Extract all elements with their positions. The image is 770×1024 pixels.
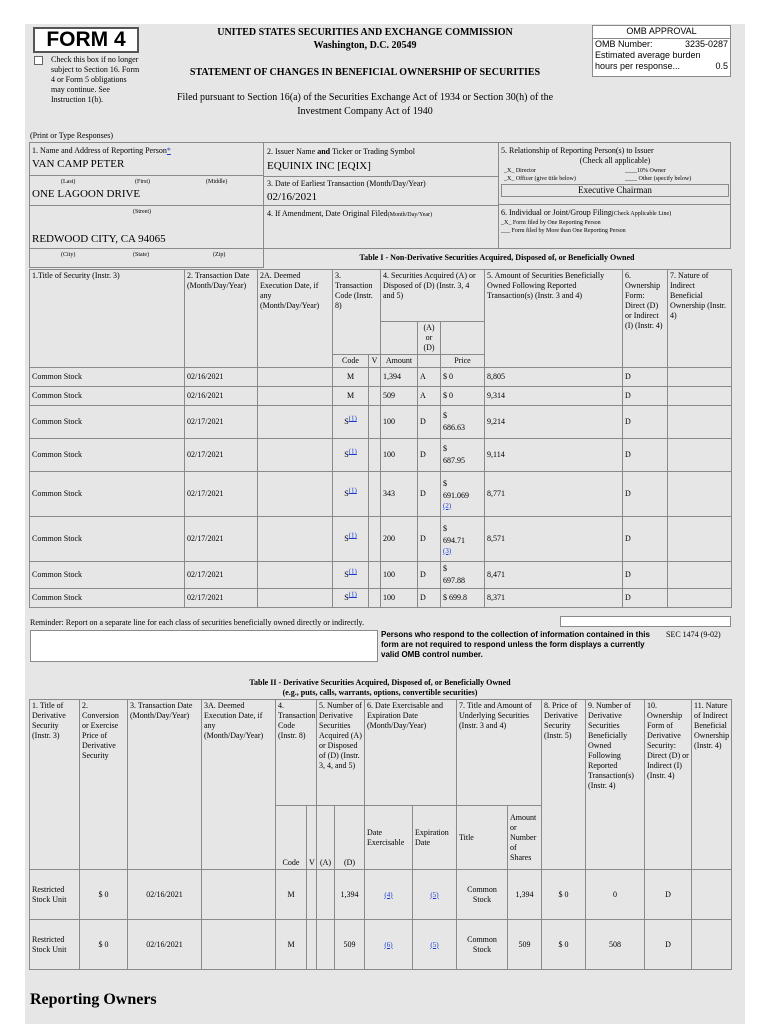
deemed-date xyxy=(202,870,276,920)
t2-header-form: 10. Ownership Form of Derivative Security: Direct (D) or Indirect (I) (Instr. 4) xyxy=(645,700,692,870)
t1-subheader-price: Price xyxy=(441,355,485,368)
table-row xyxy=(30,387,732,406)
omb-approval-title: OMB APPROVAL xyxy=(593,26,730,39)
nature-of-ownership xyxy=(668,387,732,406)
t2-header-date: 3. Transaction Date (Month/Day/Year) xyxy=(128,700,202,870)
table-row xyxy=(30,562,732,589)
first-label: (First) xyxy=(135,179,150,185)
table1-title: Table I - Non-Derivative Securities Acquired, Disposed of, or Beneficially Owned xyxy=(359,253,635,262)
table2-title: Table II - Derivative Securities Acquired, Disposed of, or Beneficially Owned xyxy=(249,678,511,687)
security-title: Common Stock xyxy=(30,562,185,589)
relationship-ten-pct: ____10% Owner xyxy=(625,168,666,174)
v-cell xyxy=(307,920,317,970)
conversion-price: $ 0 xyxy=(80,870,128,920)
transaction-date: 02/16/2021 xyxy=(128,870,202,920)
security-title: Common Stock xyxy=(30,406,185,439)
amount: 100 xyxy=(381,439,418,472)
no-longer-subject-checkbox[interactable] xyxy=(34,56,43,65)
t2-header-conversion: 2. Conversion or Exercise Price of Derivative Security xyxy=(80,700,128,870)
transaction-code: S xyxy=(344,489,349,498)
transaction-code-cell xyxy=(333,589,369,608)
reporting-person-street: ONE LAGOON DRIVE xyxy=(32,188,141,200)
t1-header-code: 3. Transaction Code (Instr. 8) xyxy=(333,270,381,355)
sec-number: SEC 1474 (9-02) xyxy=(666,630,721,639)
middle-label: (Middle) xyxy=(206,179,228,185)
reminder-field xyxy=(560,616,731,627)
print-or-type: (Print or Type Responses) xyxy=(30,131,114,140)
amount: 100 xyxy=(381,589,418,608)
persons-notice: Persons who respond to the collection of information contained in this form are not required to respond unless the form displays a currently valid OMB control number. xyxy=(381,630,650,659)
t1-header-title: 1.Title of Security (Instr. 3) xyxy=(30,270,185,368)
omb-number-label: OMB Number: xyxy=(595,39,653,49)
code-footnote-link[interactable]: (1) xyxy=(348,567,357,576)
code-footnote-link[interactable]: (1) xyxy=(348,447,357,456)
transaction-code: S xyxy=(344,417,349,426)
form-title: FORM 4 xyxy=(46,28,126,51)
code-footnote-link[interactable]: (1) xyxy=(348,414,357,423)
transaction-code-cell xyxy=(333,406,369,439)
transaction-code: M xyxy=(346,391,355,400)
deemed-date xyxy=(258,368,333,387)
underlying-amount: 509 xyxy=(508,920,542,970)
owned-following: 8,471 xyxy=(485,562,623,589)
owned-following: 8,805 xyxy=(485,368,623,387)
underlying-amount: 1,394 xyxy=(508,870,542,920)
form4-page xyxy=(25,24,745,1024)
t1-subheader-code: Code xyxy=(333,355,369,368)
filed-pursuant-line2: Investment Company Act of 1940 xyxy=(297,106,433,117)
transaction-date: 02/17/2021 xyxy=(185,517,258,562)
v-cell xyxy=(369,517,381,562)
price-symbol: $ 0 xyxy=(443,391,453,400)
ownership-form: D xyxy=(623,562,668,589)
table-row xyxy=(30,406,732,439)
nature-of-ownership xyxy=(668,472,732,517)
city-label: (City) xyxy=(61,252,76,258)
security-title: Common Stock xyxy=(30,589,185,608)
earliest-transaction-value: 02/16/2021 xyxy=(267,191,318,203)
v-cell xyxy=(369,368,381,387)
deemed-date xyxy=(258,472,333,517)
t2-header-price: 8. Price of Derivative Security (Instr. 5) xyxy=(542,700,586,870)
price-footnote-link[interactable]: (2) xyxy=(443,501,452,510)
acquired-a xyxy=(317,870,335,920)
table2-subtitle: (e.g., puts, calls, warrants, options, convertible securities) xyxy=(282,688,478,697)
underlying-title: Common Stock xyxy=(457,920,508,970)
acquired-disposed: D xyxy=(418,406,441,439)
reporting-person-footnote[interactable]: * xyxy=(166,146,171,155)
transaction-code: S xyxy=(344,450,349,459)
t2-subheader-v: V xyxy=(307,806,317,870)
transaction-code: S xyxy=(344,593,349,602)
owned-following: 9,114 xyxy=(485,439,623,472)
t2-header-deemed: 3A. Deemed Execution Date, if any (Month/Day/Year) xyxy=(202,700,276,870)
price-symbol: $ xyxy=(443,564,447,573)
t2-subheader-title: Title xyxy=(457,806,508,870)
ownership-form: D xyxy=(623,517,668,562)
acquired-disposed: D xyxy=(418,589,441,608)
reporting-owners-heading: Reporting Owners xyxy=(30,991,157,1008)
omb-hours-label: hours per response... xyxy=(595,61,681,71)
amount: 1,394 xyxy=(381,368,418,387)
ownership-form: D xyxy=(623,439,668,472)
acquired-disposed: D xyxy=(418,439,441,472)
reporting-person-city: REDWOOD CITY, CA 94065 xyxy=(32,233,166,245)
relationship-officer: _X_ Officer (give title below) xyxy=(504,176,576,182)
transaction-code: S xyxy=(344,570,349,579)
acquired-disposed: D xyxy=(418,562,441,589)
last-label: (Last) xyxy=(61,179,76,185)
t1-subheader-a-or-d: (A) or (D) xyxy=(418,322,441,355)
price-cell xyxy=(441,406,485,439)
reporting-person-name: VAN CAMP PETER xyxy=(32,158,125,170)
security-title: Common Stock xyxy=(30,387,185,406)
exercisable-footnote-link[interactable]: (4) xyxy=(384,890,393,899)
expiration-cell xyxy=(413,920,457,970)
transaction-code-cell xyxy=(333,517,369,562)
transaction-date: 02/17/2021 xyxy=(185,439,258,472)
owned-following: 9,214 xyxy=(485,406,623,439)
ownership-form: D xyxy=(623,472,668,517)
t1-header-deemed: 2A. Deemed Execution Date, if any (Month/Day/Year) xyxy=(258,270,333,368)
ownership-form: D xyxy=(623,368,668,387)
table-row xyxy=(30,870,732,920)
price-value: 687.95 xyxy=(443,456,465,465)
filing-label-small: (Check Applicable Line) xyxy=(611,211,672,217)
reminder-text: Reminder: Report on a separate line for each class of securities beneficially owned directly or indirectly. xyxy=(30,618,365,627)
code-footnote-link[interactable]: (1) xyxy=(348,531,357,540)
transaction-date: 02/16/2021 xyxy=(128,920,202,970)
acquired-disposed: A xyxy=(418,368,441,387)
code-footnote-link[interactable]: (1) xyxy=(348,486,357,495)
deemed-date xyxy=(202,920,276,970)
date-exercisable-cell xyxy=(365,920,413,970)
transaction-date: 02/17/2021 xyxy=(185,472,258,517)
acquired-disposed: A xyxy=(418,387,441,406)
price-symbol: $ xyxy=(443,523,447,533)
transaction-code-cell xyxy=(333,368,369,387)
deemed-date xyxy=(258,439,333,472)
owned-following: 8,771 xyxy=(485,472,623,517)
amount: 100 xyxy=(381,406,418,439)
relationship-label: 5. Relationship of Reporting Person(s) to Issuer xyxy=(501,146,654,155)
deemed-date xyxy=(258,517,333,562)
table-row xyxy=(30,920,732,970)
deemed-date xyxy=(258,562,333,589)
v-cell xyxy=(369,439,381,472)
nature-of-ownership xyxy=(668,589,732,608)
earliest-transaction-label: 3. Date of Earliest Transaction (Month/Day/Year) xyxy=(267,179,426,188)
zip-label: (Zip) xyxy=(213,252,226,258)
price-value: 691.069 xyxy=(443,490,469,500)
acquired-a xyxy=(317,920,335,970)
v-cell xyxy=(369,472,381,517)
omb-burden-label: Estimated average burden xyxy=(595,50,701,60)
table-row xyxy=(30,517,732,562)
transaction-code: M xyxy=(276,920,307,970)
code-footnote-link[interactable]: (1) xyxy=(348,590,357,599)
table1-non-derivative xyxy=(29,269,732,608)
security-title: Common Stock xyxy=(30,368,185,387)
owned-following: 508 xyxy=(586,920,645,970)
t1-header-nature: 7. Nature of Indirect Beneficial Ownership (Instr. 4) xyxy=(668,270,732,368)
deemed-date xyxy=(258,387,333,406)
officer-title-value: Executive Chairman xyxy=(501,184,729,197)
transaction-code: S xyxy=(344,534,349,543)
table2-derivative xyxy=(29,699,732,970)
filing-one: _X_ Form filed by One Reporting Person xyxy=(501,220,601,226)
expiration-footnote-link[interactable]: (5) xyxy=(430,890,439,899)
derivative-price: $ 0 xyxy=(542,870,586,920)
price-cell xyxy=(441,589,485,608)
t1-subheader-amount: Amount xyxy=(381,355,418,368)
table-row xyxy=(30,368,732,387)
transaction-code-cell xyxy=(333,439,369,472)
t2-header-nature: 11. Nature of Indirect Beneficial Ownership (Instr. 4) xyxy=(692,700,732,870)
filing-more: ___ Form filed by More than One Reporting Person xyxy=(501,228,626,234)
expiration-cell xyxy=(413,870,457,920)
issuer-label-and: and xyxy=(317,147,331,156)
t2-subheader-amount: Amount or Number of Shares xyxy=(508,806,542,870)
transaction-code-cell xyxy=(333,562,369,589)
v-cell xyxy=(369,406,381,439)
acquired-disposed: D xyxy=(418,472,441,517)
issuer-label-post: Ticker or Trading Symbol xyxy=(330,147,416,156)
nature-of-ownership xyxy=(668,368,732,387)
ownership-form: D xyxy=(645,870,692,920)
derivative-title: Restricted Stock Unit xyxy=(30,920,80,970)
price-symbol: $ 0 xyxy=(443,372,453,381)
expiration-footnote-link[interactable]: (5) xyxy=(430,940,439,949)
filed-pursuant-line1: Filed pursuant to Section 16(a) of the Securities Exchange Act of 1934 or Section 30(h) of the xyxy=(176,92,554,103)
transaction-code: M xyxy=(346,372,355,381)
t2-subheader-a: (A) xyxy=(317,806,335,870)
issuer-label-pre: 2. Issuer Name xyxy=(267,147,318,156)
t2-header-title: 1. Title of Derivative Security (Instr. 3) xyxy=(30,700,80,870)
t1-header-date: 2. Transaction Date (Month/Day/Year) xyxy=(185,270,258,368)
security-title: Common Stock xyxy=(30,517,185,562)
price-value: 686.63 xyxy=(443,423,465,432)
form-title-box xyxy=(33,27,139,53)
transaction-code: M xyxy=(276,870,307,920)
amendment-small: (Month/Day/Year) xyxy=(387,212,433,218)
transaction-date: 02/16/2021 xyxy=(185,368,258,387)
t1-header-owned: 5. Amount of Securities Beneficially Owned Following Reported Transaction(s) (Instr. 3 and 4) xyxy=(485,270,623,368)
nature-of-ownership xyxy=(692,870,732,920)
agency-location: Washington, D.C. 20549 xyxy=(313,40,417,51)
price-cell xyxy=(441,472,485,517)
security-title: Common Stock xyxy=(30,439,185,472)
price-symbol: $ 699.8 xyxy=(443,593,467,602)
amount: 200 xyxy=(381,517,418,562)
amount: 509 xyxy=(381,387,418,406)
price-value: 694.71 xyxy=(443,535,465,545)
ownership-form: D xyxy=(645,920,692,970)
ownership-form: D xyxy=(623,589,668,608)
ownership-form: D xyxy=(623,387,668,406)
exercisable-footnote-link[interactable]: (6) xyxy=(384,940,393,949)
derivative-title: Restricted Stock Unit xyxy=(30,870,80,920)
owned-following: 0 xyxy=(586,870,645,920)
owned-following: 8,571 xyxy=(485,517,623,562)
price-value: 697.88 xyxy=(443,576,465,585)
transaction-date: 02/17/2021 xyxy=(185,406,258,439)
price-cell xyxy=(441,562,485,589)
transaction-code-cell xyxy=(333,387,369,406)
conversion-price: $ 0 xyxy=(80,920,128,970)
date-exercisable-cell xyxy=(365,870,413,920)
price-footnote-link[interactable]: (3) xyxy=(443,546,452,555)
price-cell xyxy=(441,387,485,406)
amendment-label: 4. If Amendment, Date Original Filed xyxy=(267,209,388,218)
amount: 100 xyxy=(381,562,418,589)
transaction-date: 02/17/2021 xyxy=(185,562,258,589)
t2-subheader-d: (D) xyxy=(335,806,365,870)
filing-label: 6. Individual or Joint/Group Filing xyxy=(501,208,612,217)
nature-of-ownership xyxy=(668,517,732,562)
t2-header-owned: 9. Number of Derivative Securities Beneficially Owned Following Reported Transaction(s) (Instr. 4) xyxy=(586,700,645,870)
omb-number-value: 3235-0287 xyxy=(684,39,728,49)
price-cell xyxy=(441,368,485,387)
underlying-title: Common Stock xyxy=(457,870,508,920)
disposed-d: 1,394 xyxy=(335,870,365,920)
v-cell xyxy=(307,870,317,920)
t2-header-exercisable: 6. Date Exercisable and Expiration Date (Month/Day/Year) xyxy=(365,700,457,806)
t1-header-acquired: 4. Securities Acquired (A) or Disposed of (D) (Instr. 3, 4 and 5) xyxy=(381,270,485,322)
ownership-form: D xyxy=(623,406,668,439)
security-title: Common Stock xyxy=(30,472,185,517)
v-cell xyxy=(369,589,381,608)
t1-subheader-v: V xyxy=(369,355,381,368)
persons-notice-field xyxy=(30,630,378,662)
v-cell xyxy=(369,387,381,406)
nature-of-ownership xyxy=(668,439,732,472)
relationship-sublabel: (Check all applicable) xyxy=(579,156,651,165)
issuer-name-value: EQUINIX INC [EQIX] xyxy=(267,160,371,172)
disposed-d: 509 xyxy=(335,920,365,970)
price-cell xyxy=(441,517,485,562)
transaction-code-cell xyxy=(333,472,369,517)
t2-subheader-expiration: Expiration Date xyxy=(413,806,457,870)
reporting-person-label: 1. Name and Address of Reporting Person xyxy=(32,146,167,155)
price-symbol: $ xyxy=(443,411,447,420)
owned-following: 8,371 xyxy=(485,589,623,608)
state-label: (State) xyxy=(133,252,149,258)
omb-hours-value: 0.5 xyxy=(715,61,728,71)
agency-name: UNITED STATES SECURITIES AND EXCHANGE COMMISSION xyxy=(217,27,513,38)
omb-approval-box xyxy=(592,25,731,77)
street-label: (Street) xyxy=(133,209,151,215)
price-symbol: $ xyxy=(443,478,447,488)
nature-of-ownership xyxy=(668,406,732,439)
table-row xyxy=(30,472,732,517)
statement-title: STATEMENT OF CHANGES IN BENEFICIAL OWNERSHIP OF SECURITIES xyxy=(189,67,541,78)
v-cell xyxy=(369,562,381,589)
nature-of-ownership xyxy=(668,562,732,589)
t2-subheader-code: Code xyxy=(276,806,307,870)
acquired-disposed: D xyxy=(418,517,441,562)
price-cell xyxy=(441,439,485,472)
derivative-price: $ 0 xyxy=(542,920,586,970)
t2-header-code: 4. Transaction Code (Instr. 8) xyxy=(276,700,317,806)
amount: 343 xyxy=(381,472,418,517)
owned-following: 9,314 xyxy=(485,387,623,406)
relationship-other: ____ Other (specify below) xyxy=(625,176,692,182)
table-row xyxy=(30,589,732,608)
relationship-director: _X_ Director xyxy=(504,168,536,174)
t2-subheader-date-exercisable: Date Exercisable xyxy=(365,806,413,870)
t2-header-number: 5. Number of Derivative Securities Acquired (A) or Disposed of (D) (Instr. 3, 4, and 5) xyxy=(317,700,365,806)
table-row xyxy=(30,439,732,472)
deemed-date xyxy=(258,406,333,439)
transaction-date: 02/17/2021 xyxy=(185,589,258,608)
transaction-date: 02/16/2021 xyxy=(185,387,258,406)
t1-header-form: 6. Ownership Form: Direct (D) or Indirect (I) (Instr. 4) xyxy=(623,270,668,368)
checkbox-instructions: Check this box if no longer subject to Section 16. Form 4 or Form 5 obligations may continue. See Instruction 1(b). xyxy=(51,55,140,104)
deemed-date xyxy=(258,589,333,608)
t2-header-underlying: 7. Title and Amount of Underlying Securities (Instr. 3 and 4) xyxy=(457,700,542,806)
price-symbol: $ xyxy=(443,444,447,453)
nature-of-ownership xyxy=(692,920,732,970)
